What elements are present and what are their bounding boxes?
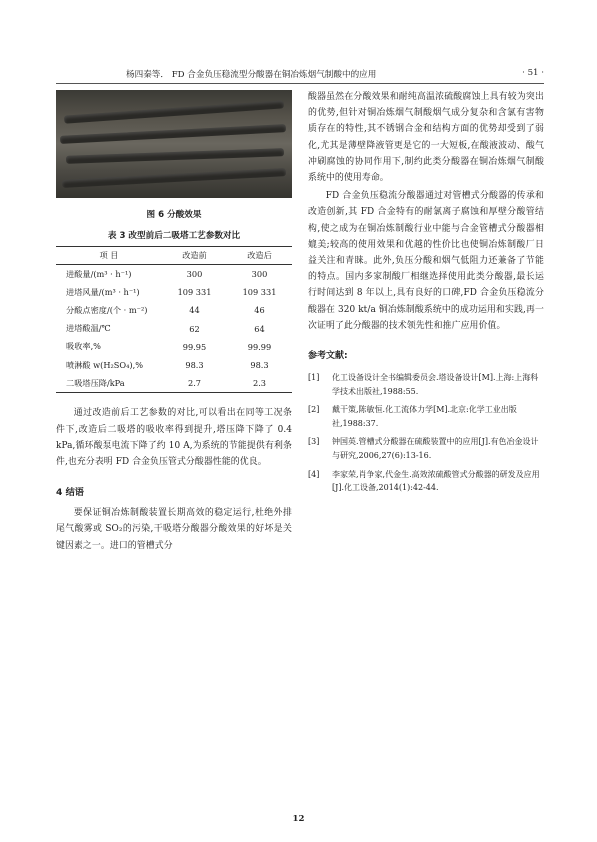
reference-text: 钟国英.管槽式分酸器在硫酸装置中的应用[J].有色冶金设计与研究,2006,27(6):13-16. (332, 437, 539, 461)
table-row (56, 374, 292, 393)
acid-distribution-photo (56, 90, 292, 198)
reference-text: 化工设备设计全书编辑委员会.塔设备设计[M].上海:上海科学技术出版社,1988:55. (332, 373, 539, 396)
row-label: 进塔风量/(m³ · h⁻¹) (66, 286, 140, 297)
row-label: 分酸点密度/(个 · m⁻²) (66, 304, 148, 315)
reference-list (308, 371, 544, 495)
table-row (56, 265, 292, 284)
row-before: 62 (189, 323, 200, 334)
right-column (308, 92, 544, 500)
table-row (56, 356, 292, 374)
row-label: 进酸量/(m³ · h⁻¹) (66, 268, 132, 279)
reference-number: [2] (308, 405, 320, 415)
reference-text: 戴干策,陈敏恒.化工流体力学[M].北京:化学工业出版社,1988:37. (332, 405, 517, 428)
header-before: 改造前 (162, 247, 227, 265)
page-number-footer: 12 (292, 814, 305, 824)
table-row (56, 338, 292, 356)
row-after: 99.99 (247, 341, 272, 352)
header-after: 改造后 (227, 247, 292, 265)
running-header (56, 68, 544, 84)
reference-number: [4] (308, 469, 320, 479)
row-label: 进塔酸温/℃ (66, 323, 111, 334)
paragraph-conclusion-cont: 酸器虽然在分酸效果和耐纯高温浓硫酸腐蚀上具有较为突出的优势,但针对铜冶炼烟气制酸烟气成分复杂和含氯有害物质存在的特性,其不锈钢合金和结构方面的优势却受到了弱化,尤其是薄壁降液管更是它的一大短板,在酸液波动、酸气冲刷腐蚀的协同作用下,制约此类分酸器在铜冶炼烟气制酸系统中的使用寿命。 (308, 92, 544, 184)
table-row (56, 320, 292, 338)
reference-number: [1] (308, 373, 320, 383)
row-label: 喷淋酸 w(H₂SO₄),% (66, 359, 143, 370)
row-label: 吸收率,% (66, 341, 101, 352)
journal-page-number: · 51 · (522, 68, 544, 78)
table-caption: 表 3 改型前后二吸塔工艺参数对比 (107, 231, 241, 241)
left-column (56, 95, 292, 554)
row-after: 46 (254, 305, 265, 316)
row-before: 300 (186, 269, 203, 280)
section-heading-conclusion: 4 结语 (56, 487, 84, 499)
table-row (56, 283, 292, 301)
row-after: 98.3 (250, 360, 269, 371)
reference-text: 李家荣,肖争家,代金生.高效浓硫酸管式分酸器的研发及应用[J].化工设备,2014(1):42-44. (332, 469, 540, 493)
paragraph-comparison: 通过改造前后工艺参数的对比,可以看出在同等工况条件下,改造后二吸塔的吸收率得到提升,塔压降下降了 0.4 kPa,循环酸泵电流下降了约 10 A,为系统的节能提供有利条件,也充分表明 FD 合金负压管式分酸器性能的优良。 (56, 408, 292, 467)
row-after: 64 (254, 323, 265, 334)
reference-number: [3] (308, 437, 320, 447)
paragraph-fd-alloy: FD 合金负压稳流分酸器通过对管槽式分酸器的传承和改造创新,其 FD 合金特有的耐氯离子腐蚀和厚壁分酸管结构,使之成为在铜冶炼制酸行业中能与合金管槽式分酸器相媲美;较高的使用效果和优越的性价比也使铜冶炼制酸厂日益关注和青睐。此外,负压分酸和烟气低阻力还兼备了节能的特点。国内多家制酸厂相继选择使用此类分酸器,最长运行时间达到 8 年以上,具有良好的口碑,FD 合金负压稳流分酸器在 320 kt/a 铜冶炼制酸系统中的成功运用和实践,再一次证明了此分酸器的技术领先性和推广应用价值。 (308, 191, 544, 331)
row-before: 44 (189, 305, 200, 316)
table-row (56, 301, 292, 319)
row-after: 2.3 (227, 374, 292, 393)
row-after: 300 (251, 269, 268, 280)
parameter-table (56, 246, 292, 393)
row-before: 98.3 (185, 360, 204, 371)
row-before: 99.95 (182, 341, 207, 352)
row-before: 2.7 (162, 374, 227, 393)
references-heading: 参考文献: (308, 351, 348, 362)
running-title: 杨四秦等． FD 合金负压稳流型分酸器在铜冶炼烟气制酸中的应用 (126, 70, 377, 80)
reference-item (308, 371, 544, 398)
header-item: 项 目 (56, 247, 162, 265)
figure-caption: 图 6 分酸效果 (146, 210, 202, 220)
reference-item (308, 468, 544, 495)
row-before: 109 331 (177, 287, 212, 298)
paragraph-conclusion-start: 要保证铜冶炼制酸装置长期高效的稳定运行,杜绝外排尾气酸雾或 SO₂的污染,干吸塔分酸器分酸效果的好坏是关键因素之一。进口的管槽式分 (56, 508, 292, 551)
row-after: 109 331 (242, 287, 277, 298)
reference-item (308, 435, 544, 462)
row-label: 二吸塔压降/kPa (56, 374, 162, 393)
table-header-row (56, 247, 292, 265)
reference-item (308, 403, 544, 430)
